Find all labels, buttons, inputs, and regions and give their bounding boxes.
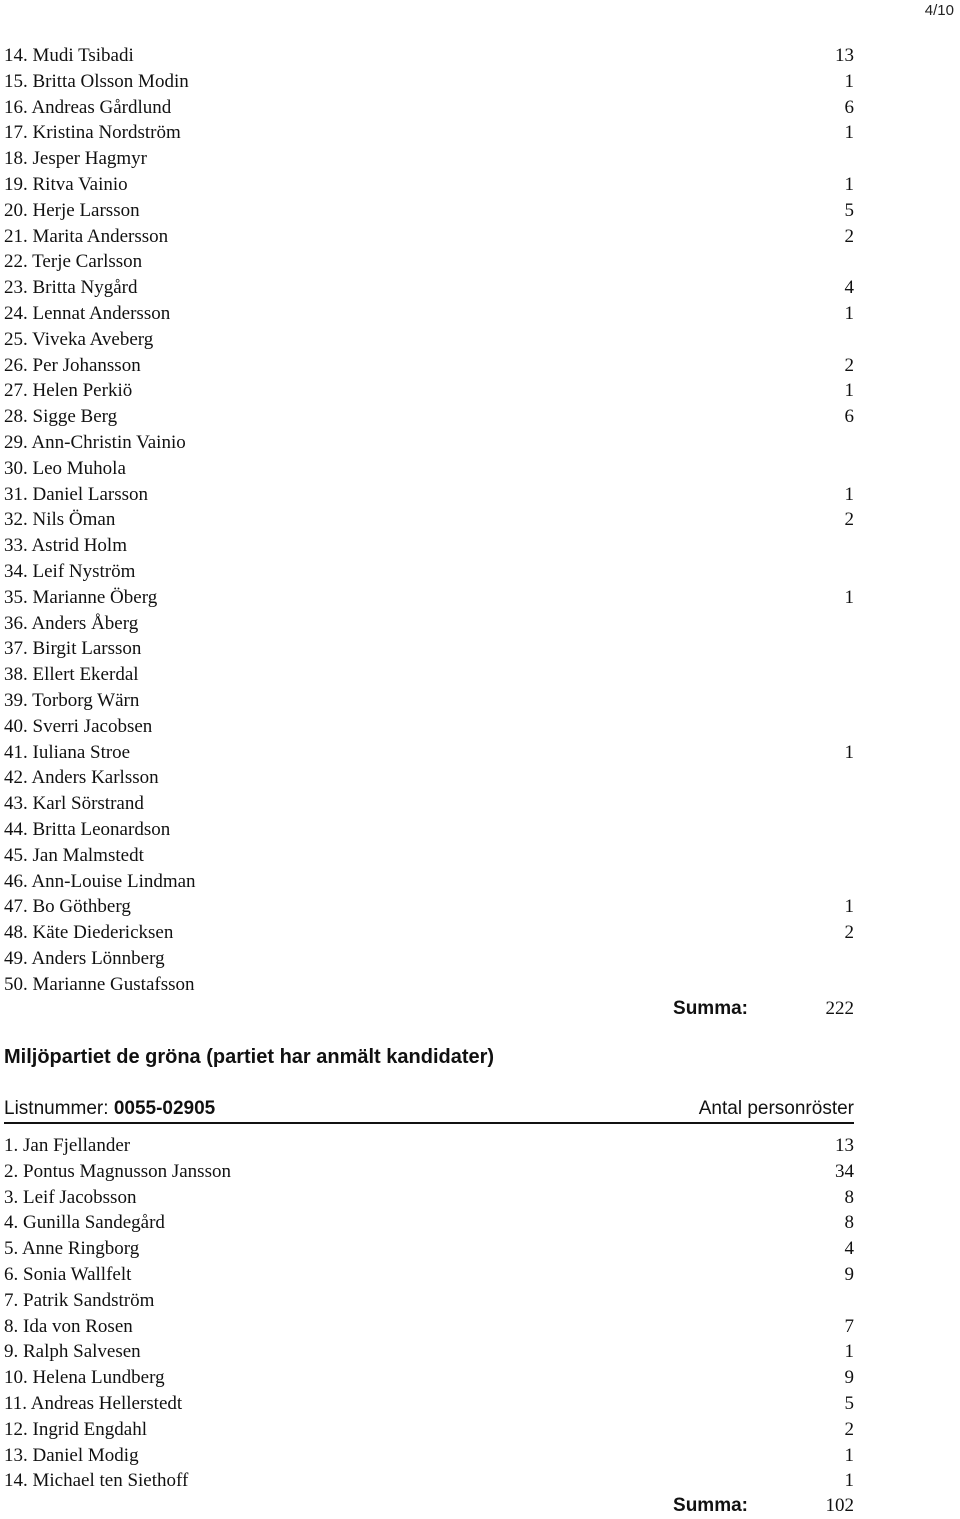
candidate-row bbox=[4, 585, 854, 611]
candidate-name: 23. Britta Nygård bbox=[4, 277, 138, 299]
candidate-row bbox=[4, 843, 854, 869]
candidate-row bbox=[4, 791, 854, 817]
candidate-row bbox=[4, 740, 854, 766]
candidate-row bbox=[4, 1185, 854, 1211]
candidate-name: 40. Sverri Jacobsen bbox=[4, 715, 153, 737]
party-title: Miljöpartiet de gröna (partiet har anmält kandidater) bbox=[4, 1046, 495, 1068]
candidate-row bbox=[4, 1314, 854, 1340]
candidate-name: 49. Anders Lönnberg bbox=[4, 947, 165, 969]
candidate-row bbox=[4, 353, 854, 379]
candidate-row bbox=[4, 172, 854, 198]
candidate-votes: 1 bbox=[844, 380, 854, 402]
candidate-name: 26. Per Johansson bbox=[4, 354, 141, 376]
candidate-row bbox=[4, 120, 854, 146]
sum-row-party bbox=[4, 1493, 854, 1519]
candidate-votes: 7 bbox=[844, 1315, 854, 1337]
candidate-votes: 1 bbox=[844, 483, 854, 505]
candidate-row bbox=[4, 869, 854, 895]
candidate-name: 32. Nils Öman bbox=[4, 509, 116, 531]
candidate-row bbox=[4, 301, 854, 327]
candidate-row bbox=[4, 507, 854, 533]
candidate-row bbox=[4, 1339, 854, 1365]
sum-row-previous bbox=[4, 996, 854, 1022]
candidate-row bbox=[4, 611, 854, 637]
candidate-name: 42. Anders Karlsson bbox=[4, 767, 159, 789]
candidate-row bbox=[4, 249, 854, 275]
candidate-name: 24. Lennat Andersson bbox=[4, 302, 171, 324]
candidate-name: 6. Sonia Wallfelt bbox=[4, 1263, 132, 1285]
sum-value: 222 bbox=[825, 998, 854, 1019]
candidate-votes: 6 bbox=[844, 406, 854, 428]
candidate-row bbox=[4, 894, 854, 920]
candidate-name: 48. Käte Diedericksen bbox=[4, 922, 174, 944]
candidate-votes: 5 bbox=[844, 199, 854, 221]
candidate-votes: 2 bbox=[844, 354, 854, 376]
candidate-name: 17. Kristina Nordström bbox=[4, 122, 181, 144]
candidate-name: 28. Sigge Berg bbox=[4, 406, 118, 428]
candidate-votes: 9 bbox=[844, 1263, 854, 1285]
candidate-row bbox=[4, 972, 854, 998]
candidate-row bbox=[4, 1365, 854, 1391]
candidate-name: 16. Andreas Gårdlund bbox=[4, 96, 172, 118]
candidate-name: 35. Marianne Öberg bbox=[4, 586, 158, 608]
candidate-row bbox=[4, 1391, 854, 1417]
candidate-name: 44. Britta Leonardson bbox=[4, 818, 171, 840]
candidate-row bbox=[4, 456, 854, 482]
candidate-name: 15. Britta Olsson Modin bbox=[4, 70, 189, 92]
candidate-row bbox=[4, 1468, 854, 1494]
candidate-name: 22. Terje Carlsson bbox=[4, 251, 143, 273]
candidate-row bbox=[4, 69, 854, 95]
candidate-votes: 1 bbox=[844, 1444, 854, 1466]
candidate-row bbox=[4, 662, 854, 688]
candidate-row bbox=[4, 482, 854, 508]
candidate-votes: 5 bbox=[844, 1392, 854, 1414]
sum-label: Summa: bbox=[673, 998, 748, 1019]
candidate-votes: 1 bbox=[844, 1470, 854, 1492]
candidate-row bbox=[4, 1443, 854, 1469]
candidate-row bbox=[4, 198, 854, 224]
candidate-name: 14. Mudi Tsibadi bbox=[4, 45, 134, 66]
candidate-votes: 1 bbox=[844, 122, 854, 144]
candidate-name: 8. Ida von Rosen bbox=[4, 1315, 133, 1337]
candidate-name: 37. Birgit Larsson bbox=[4, 638, 142, 660]
candidate-row bbox=[4, 946, 854, 972]
sum-label: Summa: bbox=[673, 1495, 748, 1516]
candidate-row bbox=[4, 533, 854, 559]
candidate-name: 9. Ralph Salvesen bbox=[4, 1341, 141, 1363]
list-number: 0055-02905 bbox=[113, 1098, 216, 1119]
candidate-votes: 1 bbox=[844, 173, 854, 195]
candidate-row bbox=[4, 1262, 854, 1288]
candidate-votes: 1 bbox=[844, 1341, 854, 1363]
candidate-votes: 9 bbox=[844, 1367, 854, 1389]
candidate-votes: 2 bbox=[844, 1418, 854, 1440]
candidate-row bbox=[4, 146, 854, 172]
candidate-row bbox=[4, 714, 854, 740]
candidate-row bbox=[4, 559, 854, 585]
candidate-name: 50. Marianne Gustafsson bbox=[4, 973, 195, 995]
candidate-row bbox=[4, 430, 854, 456]
candidate-name: 4. Gunilla Sandegård bbox=[4, 1212, 165, 1234]
candidate-votes: 13 bbox=[835, 45, 854, 66]
candidate-row bbox=[4, 636, 854, 662]
candidate-row bbox=[4, 275, 854, 301]
candidate-name: 21. Marita Andersson bbox=[4, 225, 169, 247]
candidate-row bbox=[4, 688, 854, 714]
candidate-row bbox=[4, 378, 854, 404]
candidate-name: 3. Leif Jacobsson bbox=[4, 1186, 137, 1208]
list-number-label bbox=[4, 1098, 215, 1120]
candidate-row bbox=[4, 1210, 854, 1236]
candidate-name: 43. Karl Sörstrand bbox=[4, 793, 144, 815]
candidate-name: 5. Anne Ringborg bbox=[4, 1238, 140, 1260]
candidate-name: 18. Jesper Hagmyr bbox=[4, 148, 147, 170]
candidate-row bbox=[4, 1417, 854, 1443]
candidate-name: 19. Ritva Vainio bbox=[4, 173, 128, 195]
candidate-votes: 1 bbox=[844, 586, 854, 608]
candidate-votes: 1 bbox=[844, 70, 854, 92]
candidate-row bbox=[4, 404, 854, 430]
candidate-name: 36. Anders Åberg bbox=[4, 612, 139, 634]
candidate-name: 45. Jan Malmstedt bbox=[4, 844, 144, 866]
candidate-name: 39. Torborg Wärn bbox=[4, 689, 140, 711]
candidate-list-party bbox=[4, 1133, 854, 1494]
candidate-votes: 6 bbox=[844, 96, 854, 118]
candidate-votes: 8 bbox=[844, 1212, 854, 1234]
candidate-name: 20. Herje Larsson bbox=[4, 199, 140, 221]
candidate-name: 10. Helena Lundberg bbox=[4, 1367, 165, 1389]
candidate-votes: 2 bbox=[844, 509, 854, 531]
candidate-votes: 1 bbox=[844, 896, 854, 918]
candidate-name: 14. Michael ten Siethoff bbox=[4, 1470, 189, 1492]
candidate-name: 47. Bo Göthberg bbox=[4, 896, 131, 918]
candidate-votes: 1 bbox=[844, 302, 854, 324]
candidate-row bbox=[4, 920, 854, 946]
candidate-row bbox=[4, 1236, 854, 1262]
candidate-row bbox=[4, 765, 854, 791]
candidate-list-previous bbox=[4, 43, 854, 997]
candidate-row bbox=[4, 327, 854, 353]
candidate-votes: 13 bbox=[835, 1135, 854, 1156]
candidate-name: 46. Ann-Louise Lindman bbox=[4, 870, 196, 892]
candidate-name: 1. Jan Fjellander bbox=[4, 1135, 131, 1156]
candidate-row bbox=[4, 1133, 854, 1159]
candidate-name: 38. Ellert Ekerdal bbox=[4, 664, 139, 686]
candidate-row bbox=[4, 817, 854, 843]
candidate-name: 27. Helen Perkiö bbox=[4, 380, 133, 402]
list-number-prefix: Listnummer: bbox=[4, 1098, 114, 1119]
candidate-name: 34. Leif Nyström bbox=[4, 560, 136, 582]
candidate-name: 7. Patrik Sandström bbox=[4, 1289, 155, 1311]
candidate-votes: 2 bbox=[844, 225, 854, 247]
candidate-name: 31. Daniel Larsson bbox=[4, 483, 149, 505]
candidate-name: 30. Leo Muhola bbox=[4, 457, 126, 479]
candidate-name: 33. Astrid Holm bbox=[4, 535, 127, 557]
candidate-row bbox=[4, 1159, 854, 1185]
candidate-name: 13. Daniel Modig bbox=[4, 1444, 139, 1466]
candidate-votes: 4 bbox=[844, 1238, 854, 1260]
page-number: 4/10 bbox=[924, 2, 954, 19]
candidate-row bbox=[4, 1288, 854, 1314]
candidate-name: 2. Pontus Magnusson Jansson bbox=[4, 1160, 231, 1182]
candidate-row bbox=[4, 224, 854, 250]
candidate-name: 29. Ann-Christin Vainio bbox=[4, 431, 186, 453]
candidate-votes: 2 bbox=[844, 922, 854, 944]
votes-column-header: Antal personröster bbox=[698, 1098, 854, 1119]
candidate-votes: 8 bbox=[844, 1186, 854, 1208]
list-header bbox=[4, 1098, 854, 1124]
candidate-votes: 4 bbox=[844, 277, 854, 299]
candidate-name: 11. Andreas Hellerstedt bbox=[4, 1392, 183, 1414]
candidate-name: 12. Ingrid Engdahl bbox=[4, 1418, 148, 1440]
candidate-votes: 34 bbox=[835, 1160, 854, 1182]
candidate-row bbox=[4, 43, 854, 69]
candidate-name: 25. Viveka Aveberg bbox=[4, 328, 154, 350]
candidate-row bbox=[4, 95, 854, 121]
sum-value: 102 bbox=[825, 1495, 854, 1516]
candidate-name: 41. Iuliana Stroe bbox=[4, 741, 131, 763]
candidate-votes: 1 bbox=[844, 741, 854, 763]
